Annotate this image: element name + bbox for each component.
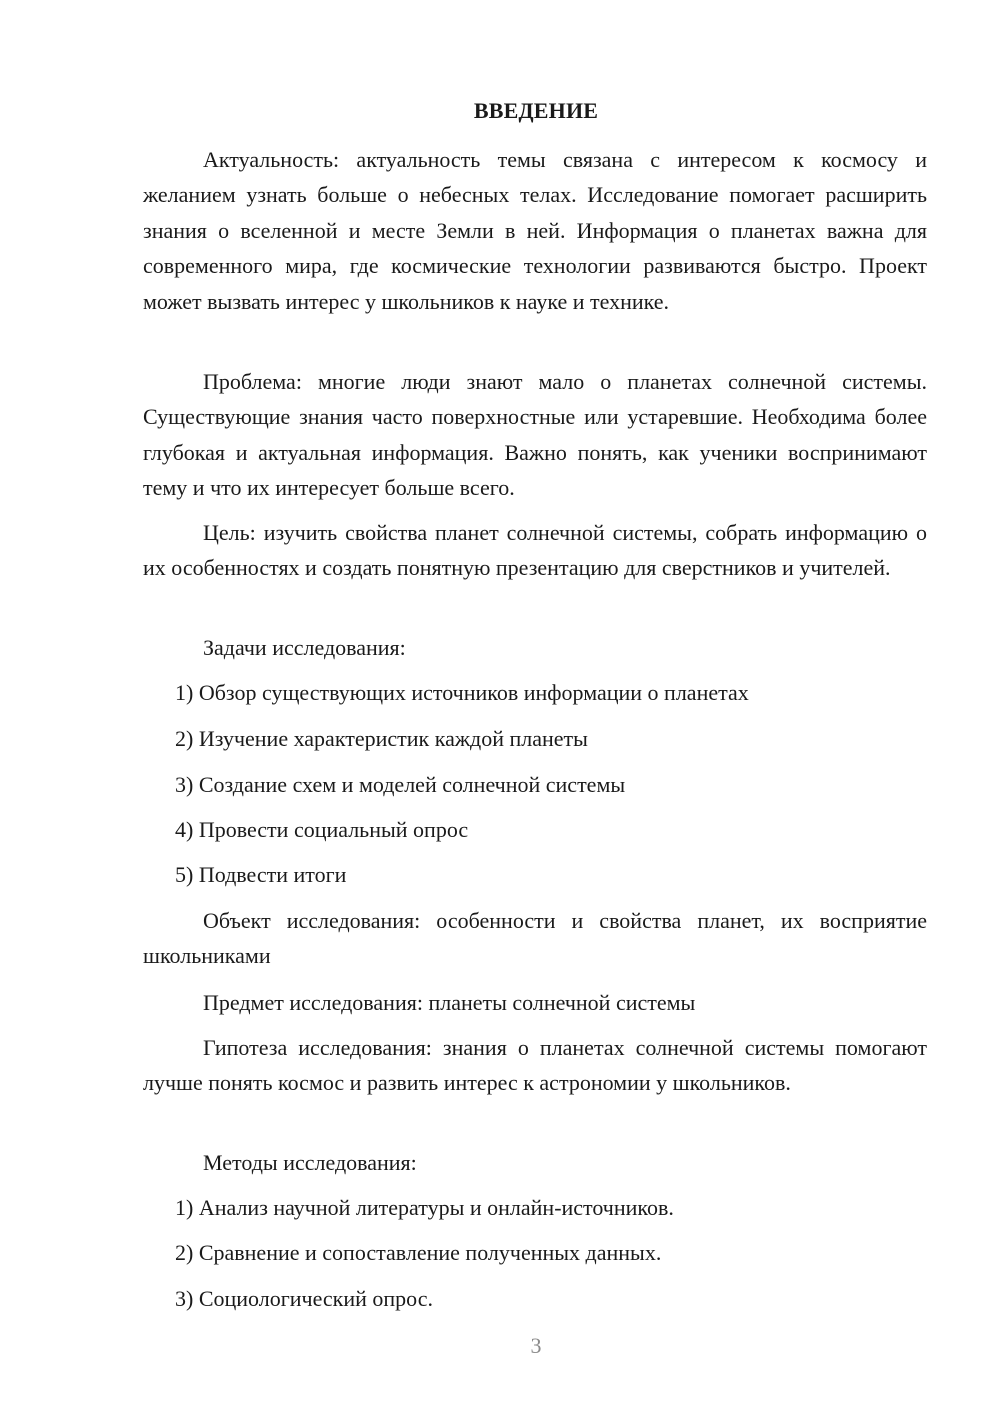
paragraph-goal: Цель: изучить свойства планет солнечной системы, собрать информацию о их особенностях и создать понятную презентацию для сверстников и учителей.: [143, 520, 927, 581]
section-heading: ВВЕДЕНИЕ: [473, 98, 599, 123]
methods-title: Методы исследования:: [203, 1150, 417, 1175]
task-item-4: 4) Провести социальный опрос: [175, 817, 469, 842]
method-item-1: 1) Анализ научной литературы и онлайн-источников.: [175, 1195, 674, 1220]
paragraph-relevance: Актуальность: актуальность темы связана с интересом к космосу и желанием узнать больше о небесных телах. Исследование помогает расширить знания о вселенной и месте Земли в ней. Информация о планетах важна для современного мира, где космические технологии развиваются быстро. Проект может вызвать интерес у школьников к науке и технике.: [143, 147, 927, 314]
task-item-1: 1) Обзор существующих источников информации о планетах: [175, 680, 749, 705]
paragraph-object: Объект исследования: особенности и свойства планет, их восприятие школьниками: [143, 908, 927, 969]
method-item-2: 2) Сравнение и сопоставление полученных данных.: [175, 1240, 662, 1265]
task-item-2: 2) Изучение характеристик каждой планеты: [175, 726, 588, 751]
method-item-3: 3) Социологический опрос.: [175, 1286, 433, 1311]
paragraph-problem: Проблема: многие люди знают мало о планетах солнечной системы. Существующие знания часто поверхностные или устаревшие. Необходима более глубокая и актуальная информация. Важно понять, как ученики воспринимают тему и что их интересует больше всего.: [143, 369, 927, 501]
page-number: 3: [530, 1333, 542, 1358]
task-item-3: 3) Создание схем и моделей солнечной системы: [175, 772, 626, 797]
paragraph-hypothesis: Гипотеза исследования: знания о планетах солнечной системы помогают лучше понять космос и развить интерес к астрономии у школьников.: [143, 1035, 927, 1096]
tasks-title: Задачи исследования:: [203, 635, 406, 660]
paragraph-subject: Предмет исследования: планеты солнечной системы: [203, 990, 696, 1015]
task-item-5: 5) Подвести итоги: [175, 862, 347, 887]
